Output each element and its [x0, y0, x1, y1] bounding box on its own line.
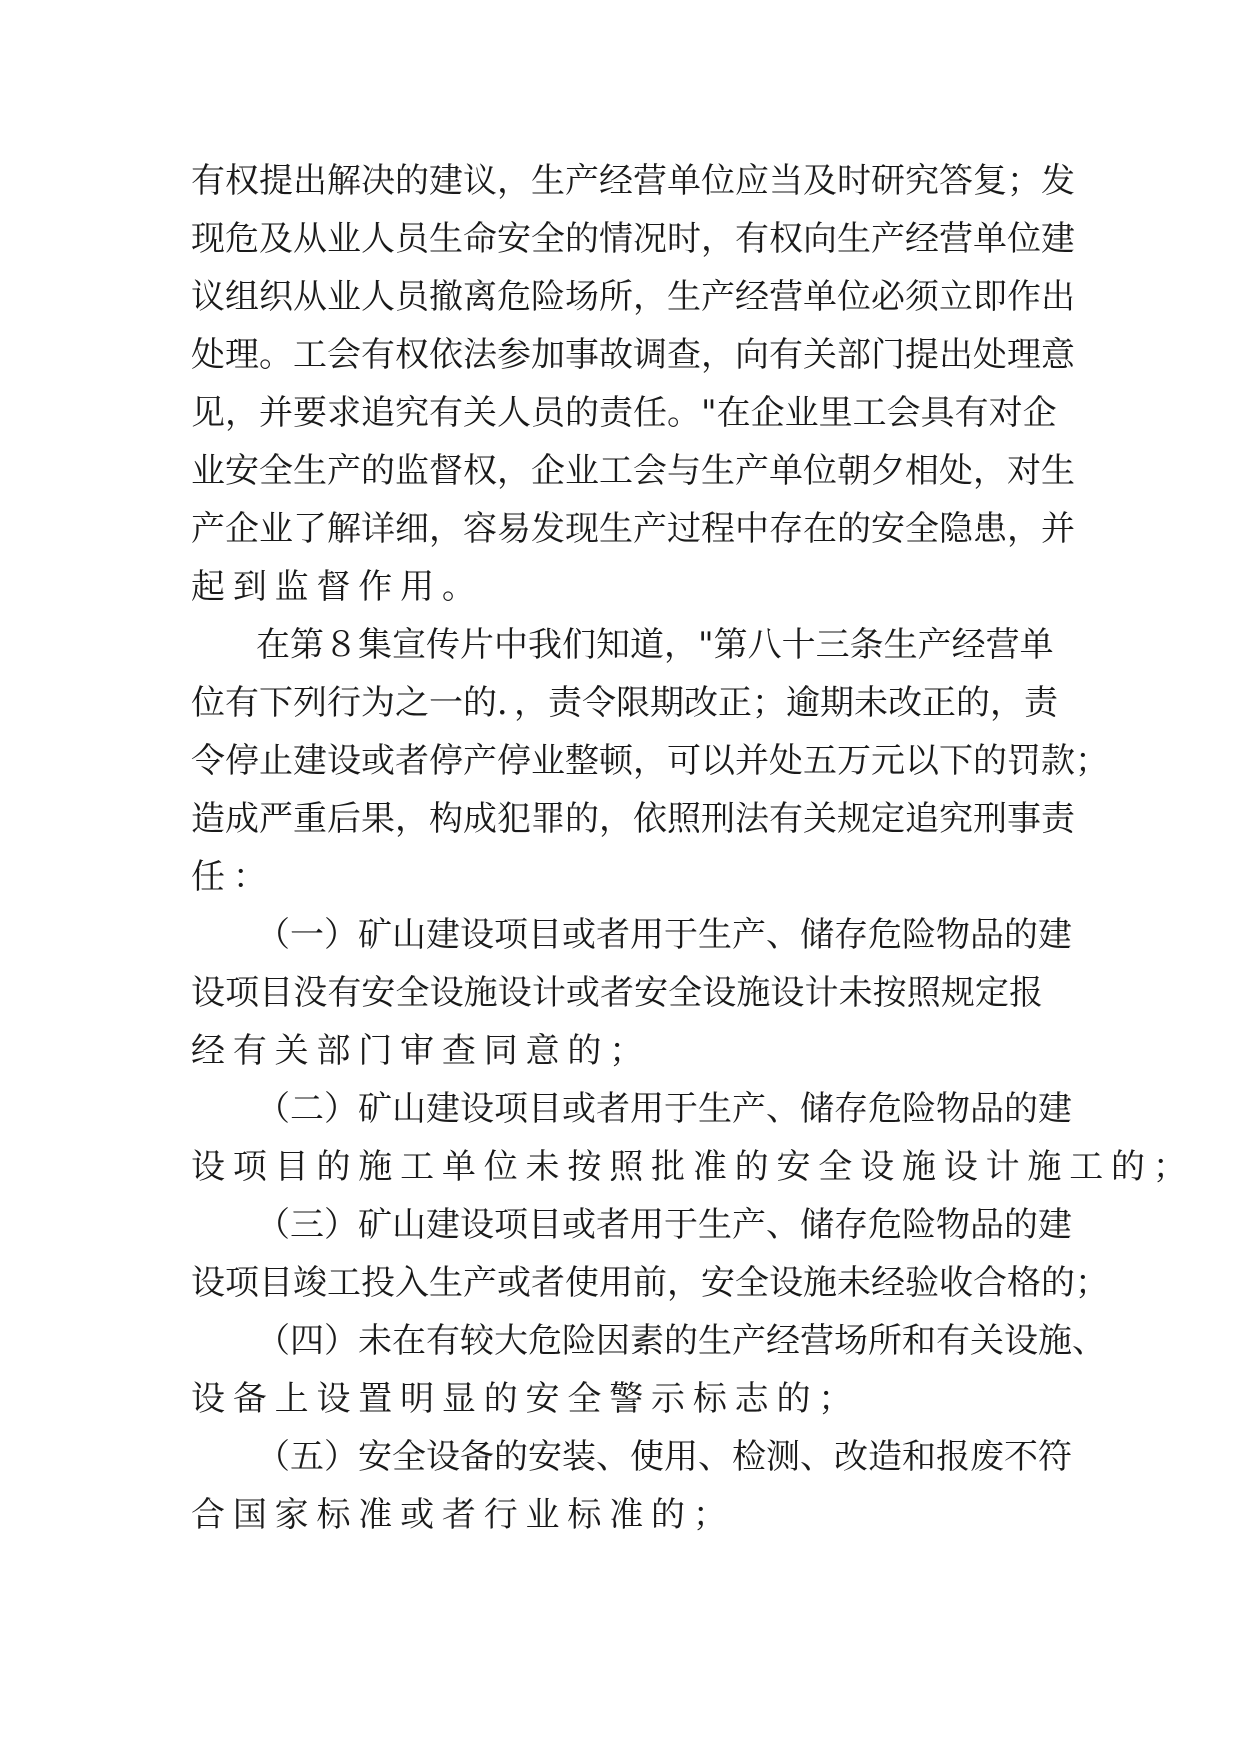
list-item-first-line: （一）矿山建设项目或者用于生产、储存危险物品的建 — [256, 915, 1072, 955]
text-line: 合国家标准或者行业标准的； — [191, 1495, 735, 1535]
text-line: 令停止建设或者停产停业整顿，可以并处五万元以下的罚款； — [191, 741, 1109, 781]
text-line: 起到监督作用。 — [191, 567, 484, 607]
list-item-first-line: （四）未在有较大危险因素的生产经营场所和有关设施、 — [256, 1321, 1106, 1361]
text-line: 设备上设置明显的安全警示标志的； — [191, 1379, 861, 1419]
text-line: 议组织从业人员撤离危险场所，生产经营单位必须立即作出 — [191, 277, 1075, 317]
document-body — [191, 152, 1195, 1544]
text-line: 任： — [191, 857, 275, 897]
paragraph-first-line: 在第８集宣传片中我们知道，"第八十三条生产经营单 — [256, 625, 1054, 665]
list-item-first-line: （二）矿山建设项目或者用于生产、储存危险物品的建 — [256, 1089, 1072, 1129]
text-line: 业安全生产的监督权，企业工会与生产单位朝夕相处，对生 — [191, 451, 1075, 491]
list-item-first-line: （五）安全设备的安装、使用、检测、改造和报废不符 — [256, 1437, 1072, 1477]
text-line: 产企业了解详细，容易发现生产过程中存在的安全隐患，并 — [191, 509, 1075, 549]
text-line: 处理。工会有权依法参加事故调查，向有关部门提出处理意 — [191, 335, 1075, 375]
text-line: 见，并要求追究有关人员的责任。"在企业里工会具有对企 — [191, 393, 1057, 433]
text-line: 位有下列行为之一的．，责令限期改正；逾期未改正的，责 — [191, 683, 1058, 723]
text-line: 设项目的施工单位未按照批准的安全设施设计施工的； — [191, 1147, 1195, 1187]
text-line: 设项目竣工投入生产或者使用前，安全设施未经验收合格的； — [191, 1263, 1109, 1303]
text-line: 造成严重后果，构成犯罪的，依照刑法有关规定追究刑事责 — [191, 799, 1075, 839]
text-line: 设项目没有安全设施设计或者安全设施设计未按照规定报 — [191, 973, 1043, 1013]
text-line: 经有关部门审查同意的； — [191, 1031, 652, 1071]
text-line: 有权提出解决的建议，生产经营单位应当及时研究答复；发 — [191, 161, 1075, 201]
list-item-first-line: （三）矿山建设项目或者用于生产、储存危险物品的建 — [256, 1205, 1072, 1245]
text-line: 现危及从业人员生命安全的情况时，有权向生产经营单位建 — [191, 219, 1075, 259]
